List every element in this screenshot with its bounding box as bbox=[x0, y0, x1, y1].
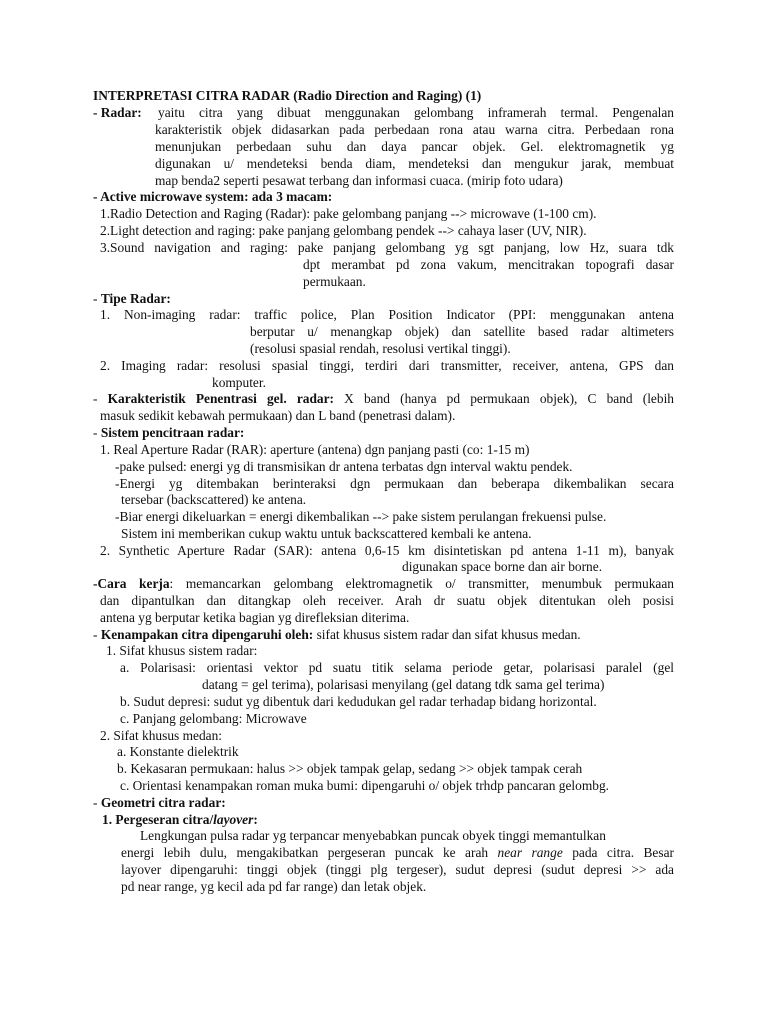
sistem-rar-point-3-cont: Sistem ini memberikan cukup waktu untuk backscattered kembali ke antena. bbox=[121, 526, 532, 541]
geometri-para-line-4: pd near range, yg kecil ada pd far range) dan letak objek. bbox=[121, 879, 427, 894]
tipe-item-1: 1. Non-imaging radar: traffic police, Plan Position Indicator (PPI: menggunakan antena bbox=[100, 307, 674, 322]
tipe-heading-text: Tipe Radar: bbox=[100, 291, 171, 306]
kenampakan-s1: 1. Sifat khusus sistem radar: bbox=[106, 643, 258, 658]
kenampakan-c2: c. Orientasi kenampakan roman muka bumi: dipengaruhi o/ objek trhdp pancaran gelombg. bbox=[120, 778, 609, 793]
sistem-rar-point-3: -Biar energi dikeluarkan = energi dikembalikan --> pake sistem perulangan frekuensi pulse. bbox=[115, 509, 607, 524]
sistem-rar-point-1: -pake pulsed: energi yg di transmisikan dr antena terbatas dgn interval waktu pendek. bbox=[115, 459, 573, 474]
geometri-sub-colon: : bbox=[253, 812, 258, 827]
geometri-p2-italic: near range bbox=[497, 845, 563, 860]
kenampakan-heading-line: - Kenampakan citra dipengaruhi oleh: sifat khusus sistem radar dan sifat khusus medan. bbox=[93, 627, 581, 642]
sistem-heading-text: Sistem pencitraan radar: bbox=[100, 425, 245, 440]
kenampakan-c1: c. Panjang gelombang: Microwave bbox=[120, 711, 307, 726]
radar-label: - Radar: bbox=[93, 105, 142, 120]
geometri-para-line-3: layover dipengaruhi: tinggi objek (tinggi plg tergeser), sudut depresi (sudut depresi >> ada bbox=[121, 862, 674, 877]
radar-line-3: menunjukan perbedaan suhu dan daya pancar objek. Gel. elektromagnetik yg bbox=[155, 139, 674, 154]
geometri-subheading bbox=[102, 812, 258, 829]
geometri-heading-line: - Geometri citra radar: bbox=[93, 795, 226, 810]
active-item-2: 2.Light detection and raging: pake panjang gelombang pendek --> cahaya laser (UV, NIR). bbox=[100, 223, 587, 238]
karakteristik-text-1: X band (hanya pd permukaan objek), C band (lebih bbox=[344, 391, 674, 406]
cara-text-1: : memancarkan gelombang elektromagnetik o/ transmitter, menumbuk permukaan bbox=[169, 576, 674, 591]
kenampakan-a1-cont: datang = gel terima), polarisasi menyilang (gel datang tdk sama gel terima) bbox=[202, 677, 605, 692]
kenampakan-a2: a. Konstante dielektrik bbox=[117, 744, 239, 759]
radar-line-4: digunakan u/ mendeteksi benda diam, mendeteksi dan mengukur jarak, membuat bbox=[155, 156, 674, 171]
geometri-para-line-2 bbox=[121, 845, 674, 862]
active-item-3: 3.Sound navigation and raging: pake panjang gelombang yg sgt panjang, low Hz, suara tdk bbox=[100, 240, 674, 255]
geometri-para-line-1: Lengkungan pulsa radar yg terpancar menyebabkan puncak obyek tinggi memantulkan bbox=[140, 828, 606, 843]
tipe-item-1-cont-1: berputar u/ menangkap objek) dan satellite based radar altimeters bbox=[250, 324, 674, 339]
active-item-1: 1.Radio Detection and Raging (Radar): pake gelombang panjang --> microwave (1-100 cm). bbox=[100, 206, 597, 221]
tipe-heading: - Tipe Radar: bbox=[93, 291, 171, 306]
geometri-sub-italic: layover bbox=[213, 812, 254, 827]
karakteristik-heading: Karakteristik Penentrasi gel. radar: bbox=[107, 391, 334, 406]
sistem-rar-point-2-cont: tersebar (backscattered) ke antena. bbox=[121, 492, 307, 507]
kenampakan-b2: b. Kekasaran permukaan: halus >> objek tampak gelap, sedang >> objek tampak cerah bbox=[117, 761, 583, 776]
cara-heading: -Cara kerja bbox=[93, 576, 170, 591]
active-item-3-cont-1: dpt merambat pd zona vakum, mencitrakan topografi dasar bbox=[303, 257, 674, 272]
radar-line-2: karakteristik objek didasarkan pada perbedaan rona atau warna citra. Perbedaan rona bbox=[155, 122, 674, 137]
cara-line-1 bbox=[93, 576, 674, 593]
cara-line-3: antena yg berputar ketika bagian yg direfleksian diterima. bbox=[100, 610, 410, 625]
tipe-item-2: 2. Imaging radar: resolusi spasial tinggi, terdiri dari transmitter, receiver, antena, GPS dan bbox=[100, 358, 674, 373]
geometri-heading: Geometri citra radar: bbox=[100, 795, 226, 810]
geometri-sub-text: 1. Pergeseran citra/ bbox=[102, 812, 214, 827]
kenampakan-heading: Kenampakan citra dipengaruhi oleh: bbox=[100, 627, 314, 642]
karakteristik-line-1: - Karakteristik Penentrasi gel. radar: X band (hanya pd permukaan objek), C band (lebih bbox=[93, 391, 674, 406]
active-item-3-cont-2: permukaan. bbox=[303, 274, 366, 289]
kenampakan-intro: sifat khusus sistem radar dan sifat khusus medan. bbox=[316, 627, 581, 642]
kenampakan-a1: a. Polarisasi: orientasi vektor pd suatu titik selama periode getar, polarisasi paralel (gel bbox=[120, 660, 674, 675]
sistem-heading: - Sistem pencitraan radar: bbox=[93, 425, 245, 440]
geometri-p2-a: energi lebih dulu, mengakibatkan pergeseran puncak ke arah bbox=[121, 845, 498, 860]
document-title: INTERPRETASI CITRA RADAR (Radio Direction and Raging) (1) bbox=[93, 88, 482, 103]
tipe-item-1-cont-2: (resolusi spasial rendah, resolusi vertikal tinggi). bbox=[250, 341, 511, 356]
sistem-sar-cont: digunakan space borne dan air borne. bbox=[402, 559, 603, 574]
karakteristik-line-2: masuk sedikit kebawah permukaan) dan L band (penetrasi dalam). bbox=[100, 408, 456, 423]
cara-line-2: dan dipantulkan dan ditangkap oleh receiver. Arah dr suatu objek ditentukan oleh posisi bbox=[100, 593, 674, 608]
radar-line-1: yaitu citra yang dibuat menggunakan gelombang inframerah termal. Pengenalan bbox=[158, 105, 674, 120]
geometri-p2-b: pada citra. Besar bbox=[562, 845, 674, 860]
radar-line-5: map benda2 seperti pesawat terbang dan informasi cuaca. (mirip foto udara) bbox=[155, 173, 563, 188]
tipe-item-2-cont: komputer. bbox=[212, 375, 266, 390]
sistem-sar: 2. Synthetic Aperture Radar (SAR): antena 0,6-15 km disintetiskan pd antena 1-11 m), banyak bbox=[100, 543, 674, 558]
sistem-rar-point-2: -Energi yg ditembakan berinteraksi dgn permukaan dan beberapa dikembalikan secara bbox=[115, 476, 674, 491]
sistem-rar: 1. Real Aperture Radar (RAR): aperture (antena) dgn panjang pasti (co: 1-15 m) bbox=[100, 442, 530, 457]
active-heading: - Active microwave system: ada 3 macam: bbox=[93, 189, 333, 204]
kenampakan-s2: 2. Sifat khusus medan: bbox=[100, 728, 222, 743]
kenampakan-b1: b. Sudut depresi: sudut yg dibentuk dari kedudukan gel radar terhadap bidang horizontal. bbox=[120, 694, 597, 709]
